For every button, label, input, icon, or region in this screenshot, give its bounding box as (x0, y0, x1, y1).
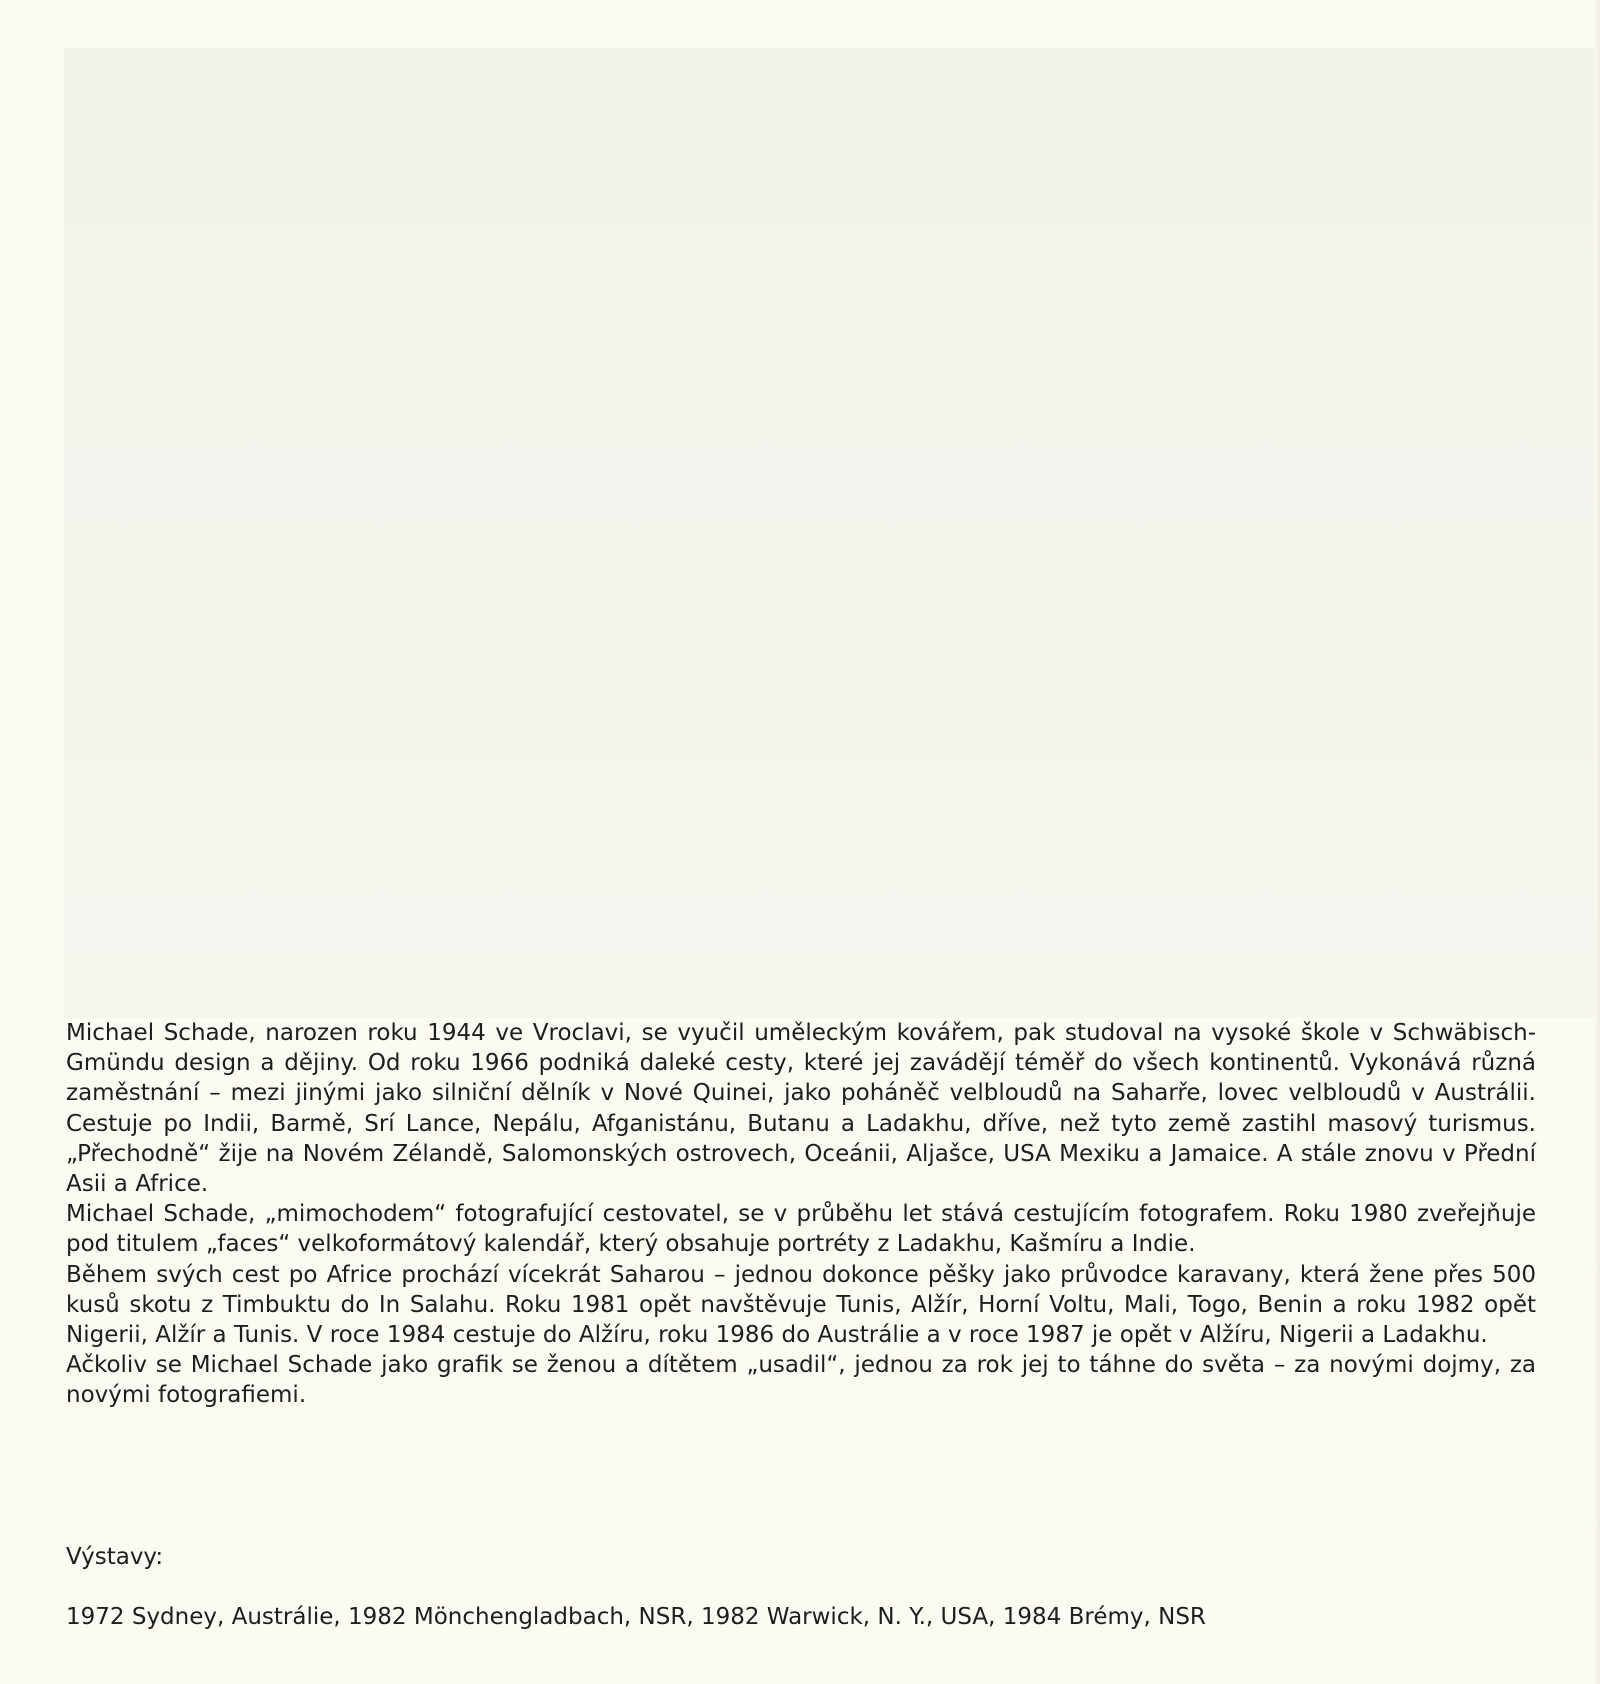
biography-paragraph-1: Michael Schade, narozen roku 1944 ve Vroclavi, se vyučil uměleckým kovářem, pak studoval na vysoké škole v Schwäbisch-Gmündu design a dějiny. Od roku 1966 podniká daleké cesty, které jej zavádějí téměř do všech kontinentů. Vykonává různá zaměstnání – mezi jinými jako silniční dělník v Nové Quinei, jako poháněč velbloudů na Saharře, lovec velbloudů v Austrálii. Cestuje po Indii, Barmě, Srí Lance, Nepálu, Afganistánu, Butanu a Ladakhu, dříve, než tyto země zastihl masový turismus. „Přechodně“ žije na Novém Zélandě, Salomonských ostrovech, Oceánii, Aljašce, USA Mexiku a Jamaice. A stále znovu v Přední Asii a Africe. (66, 1020, 1536, 1198)
biography-paragraph-3: Během svých cest po Africe prochází vícekrát Saharou – jednou dokonce pěšky jako průvodce karavany, která žene přes 500 kusů skotu z Timbuktu do In Salahu. Roku 1981 opět navštěvuje Tunis, Alžír, Horní Voltu, Mali, Togo, Benin a roku 1982 opět Nigerii, Alžír a Tunis. V roce 1984 cestuje do Alžíru, roku 1986 do Austrálie a v roce 1987 je opět v Alžíru, Nigerii a Ladakhu. (66, 1261, 1536, 1349)
biography-paragraph-4: Ačkoliv se Michael Schade jako grafik se ženou a dítětem „usadil“, jednou za rok jej to táhne do světa – za novými dojmy, za novými fotografiemi. (66, 1352, 1536, 1409)
biography-text (66, 1018, 1536, 1411)
biography-paragraph-2: Michael Schade, „mimochodem“ fotografující cestovatel, se v průběhu let stává cestujícím fotografem. Roku 1980 zveřejňuje pod titulem „faces“ velkoformátový kalendář, který obsahuje portréty z Ladakhu, Kašmíru a Indie. (66, 1201, 1536, 1258)
page-edge (1594, 0, 1600, 1684)
photo-placeholder (64, 48, 1600, 1018)
exhibitions-list: 1972 Sydney, Austrálie, 1982 Mönchengladbach, NSR, 1982 Warwick, N. Y., USA, 1984 Brémy, NSR (66, 1604, 1206, 1630)
exhibitions-heading: Výstavy: (66, 1544, 164, 1570)
